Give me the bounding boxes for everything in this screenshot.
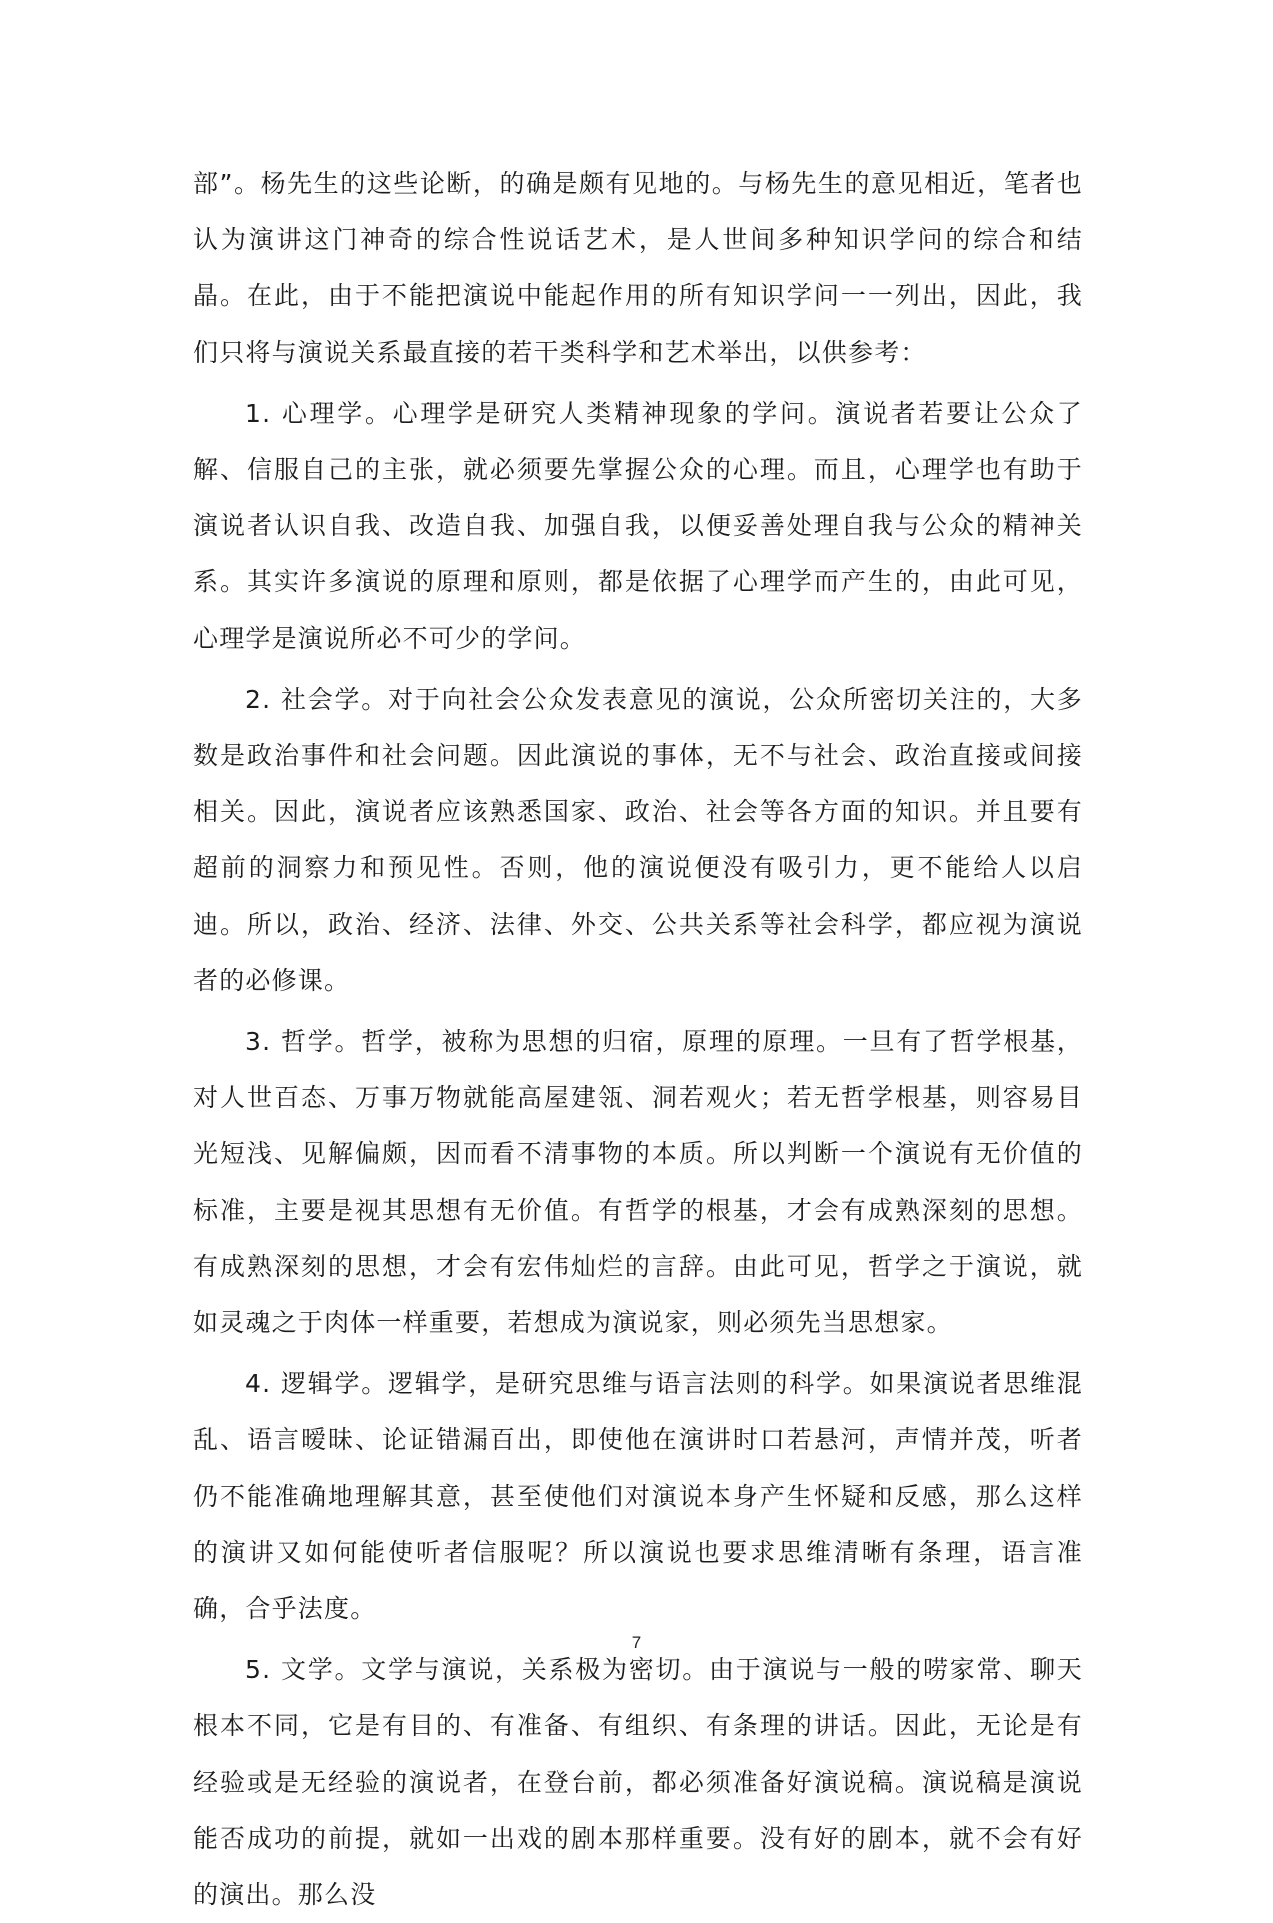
- list-item-psychology: 1. 心理学。心理学是研究人类精神现象的学问。演说者若要让公众了解、信服自己的主张，就必须要先掌握公众的心理。而且，心理学也有助于演说者认识自我、改造自我、加强自我，以便妥善处理自我与公众的精神关系。其实许多演说的原理和原则，都是依据了心理学而产生的，由此可见，心理学是演说所必不可少的学问。: [193, 398, 1083, 653]
- page-number: 7: [631, 1633, 642, 1652]
- list-item-sociology: 2. 社会学。对于向社会公众发表意见的演说，公众所密切关注的，大多数是政治事件和社会问题。因此演说的事体，无不与社会、政治直接或间接相关。因此，演说者应该熟悉国家、政治、社会等各方面的知识。并且要有超前的洞察力和预见性。否则，他的演说便没有吸引力，更不能给人以启迪。所以，政治、经济、法律、外交、公共关系等社会科学，都应视为演说者的必修课。: [193, 684, 1083, 995]
- list-item-literature: 5. 文学。文学与演说，关系极为密切。由于演说与一般的唠家常、聊天根本不同，它是有目的、有准备、有组织、有条理的讲话。因此，无论是有经验或是无经验的演说者，在登台前，都必须准备好演说稿。演说稿是演说能否成功的前提，就如一出戏的剧本那样重要。没有好的剧本，就不会有好的演出。那么没: [193, 1655, 1083, 1910]
- list-item-logic: 4. 逻辑学。逻辑学，是研究思维与语言法则的科学。如果演说者思维混乱、语言暧昧、论证错漏百出，即使他在演讲时口若悬河，声情并茂，听者仍不能准确地理解其意，甚至使他们对演说本身产生怀疑和反感，那么这样的演讲又如何能使听者信服呢？所以演说也要求思维清晰有条理，语言准确，合乎法度。: [193, 1369, 1083, 1624]
- intro-paragraph: 部”。杨先生的这些论断，的确是颇有见地的。与杨先生的意见相近，笔者也认为演讲这门神奇的综合性说话艺术，是人世间多种知识学问的综合和结晶。在此，由于不能把演说中能起作用的所有知识学问一一列出，因此，我们只将与演说关系最直接的若干类科学和艺术举出，以供参考：: [193, 169, 1083, 367]
- list-item-philosophy: 3. 哲学。哲学，被称为思想的归宿，原理的原理。一旦有了哲学根基，对人世百态、万事万物就能高屋建瓴、洞若观火；若无哲学根基，则容易目光短浅、见解偏颇，因而看不清事物的本质。所以判断一个演说有无价值的标准，主要是视其思想有无价值。有哲学的根基，才会有成熟深刻的思想。有成熟深刻的思想，才会有宏伟灿烂的言辞。由此可见，哲学之于演说，就如灵魂之于肉体一样重要，若想成为演说家，则必须先当思想家。: [193, 1027, 1083, 1338]
- page-body: [193, 156, 1083, 1923]
